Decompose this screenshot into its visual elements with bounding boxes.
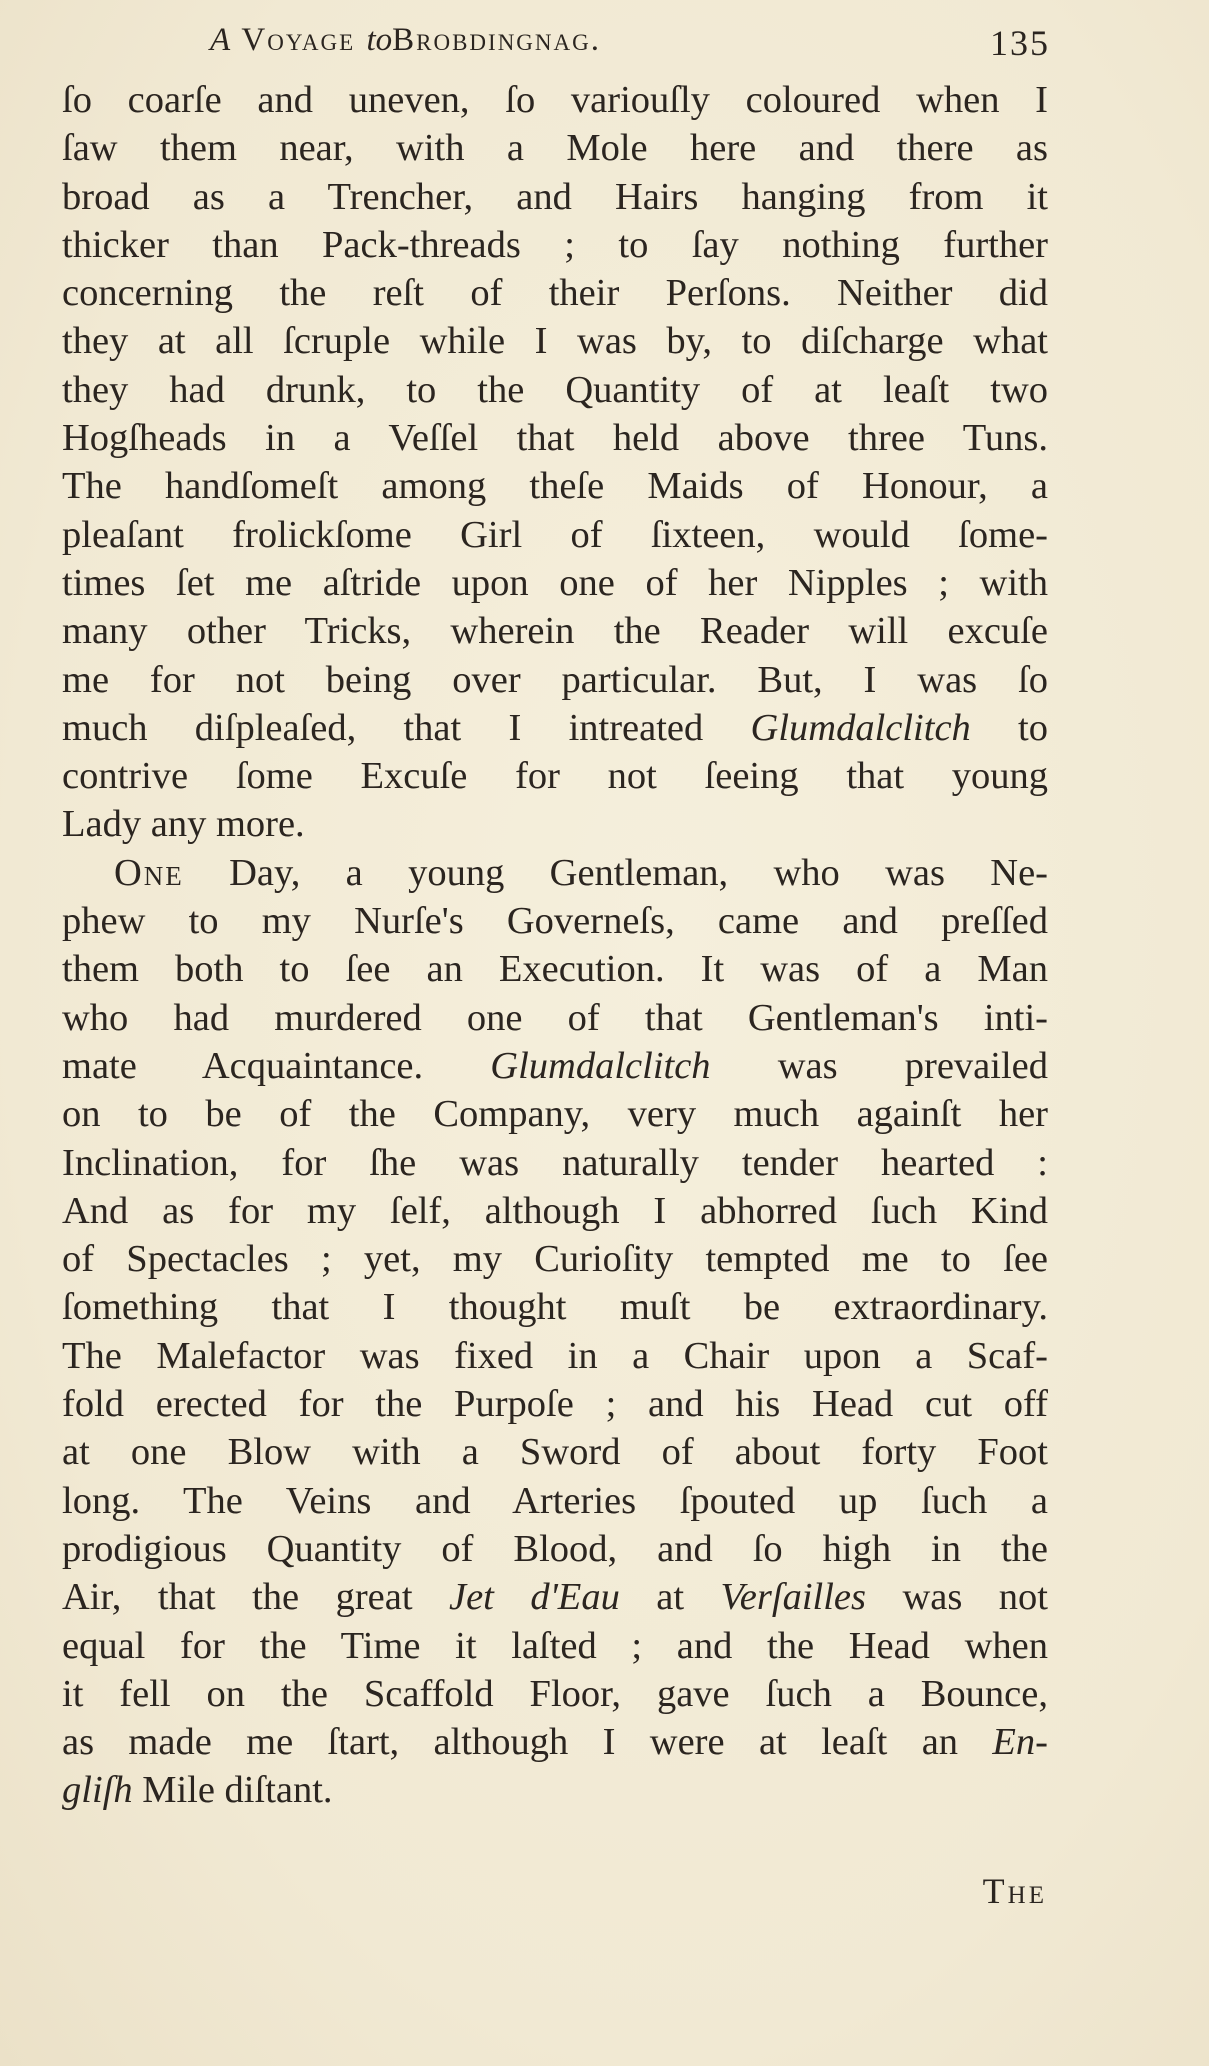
running-title-voyage: Voyage xyxy=(241,22,356,58)
text-line: Lady any more. xyxy=(62,803,305,846)
text-line: prodigious Quantity of Blood, and ſo high in the xyxy=(62,1527,1048,1570)
text-line: thicker than Pack-threads ; to ſay nothing further xyxy=(62,223,1048,266)
text-line: it fell on the Scaffold Floor, gave ſuch a Bounce, xyxy=(62,1672,1048,1715)
text-line: And as for my ſelf, although I abhorred ſuch Kind xyxy=(62,1189,1048,1232)
text-line: broad as a Trencher, and Hairs hanging from it xyxy=(62,175,1048,218)
running-title-a: A xyxy=(210,22,231,58)
running-title-to: to xyxy=(366,22,393,58)
text-line: mate Acquaintance. Glumdalclitch was prevailed xyxy=(62,1044,1048,1087)
text-line: The Malefactor was fixed in a Chair upon a Scaf- xyxy=(62,1334,1048,1377)
text-line: on to be of the Company, very much againſt her xyxy=(62,1093,1048,1136)
place-versailles: Verſailles xyxy=(720,1576,866,1619)
paragraph-opening: One xyxy=(114,851,184,894)
catchword: The xyxy=(982,1871,1047,1911)
text-line: me for not being over particular. But, I was ſo xyxy=(62,658,1048,701)
text-line: of Spectacles ; yet, my Curioſity tempted me to ſee xyxy=(62,1238,1048,1281)
running-title xyxy=(210,22,601,59)
text-line: they at all ſcruple while I was by, to diſcharge what xyxy=(62,320,1048,363)
text-line: ſaw them near, with a Mole here and there as xyxy=(62,127,1048,170)
text-line: pleaſant frolickſome Girl of ſixteen, would ſome- xyxy=(62,513,1048,556)
running-head xyxy=(210,22,1050,72)
phrase-jet-d-eau: Jet d'Eau xyxy=(448,1576,620,1619)
body-text xyxy=(62,76,1048,1815)
text-line: many other Tricks, wherein the Reader will excuſe xyxy=(62,610,1048,653)
text-line: One Day, a young Gentleman, who was Ne- xyxy=(114,851,1048,894)
text-line: Air, that the great Jet d'Eau at Verſailles was not xyxy=(62,1576,1048,1619)
text-line: equal for the Time it laſted ; and the Head when xyxy=(62,1624,1048,1667)
text-line: Inclination, for ſhe was naturally tender hearted : xyxy=(62,1141,1048,1184)
text-line: ſomething that I thought muſt be extraordinary. xyxy=(62,1286,1048,1329)
running-title-brobdingnag: Brobdingnag. xyxy=(392,22,601,58)
text-line: phew to my Nurſe's Governeſs, came and preſſed xyxy=(62,900,1048,943)
page-number: 135 xyxy=(990,23,1050,63)
text-line: fold erected for the Purpoſe ; and his Head cut off xyxy=(62,1383,1048,1426)
name-glumdalclitch: Glumdalclitch xyxy=(750,706,971,749)
text-line: contrive ſome Excuſe for not ſeeing that young xyxy=(62,755,1048,798)
word-english-cont: gliſh xyxy=(62,1769,133,1812)
text-line: Hogſheads in a Veſſel that held above three Tuns. xyxy=(62,417,1048,460)
text-line: gliſh Mile diſtant. xyxy=(62,1769,333,1812)
text-line: who had murdered one of that Gentleman's inti- xyxy=(62,996,1048,1039)
text-line: ſo coarſe and uneven, ſo variouſly coloured when I xyxy=(62,79,1048,121)
text-line: concerning the reſt of their Perſons. Neither did xyxy=(62,272,1048,315)
text-line: long. The Veins and Arteries ſpouted up ſuch a xyxy=(62,1479,1048,1522)
text-line: much diſpleaſed, that I intreated Glumdalclitch to xyxy=(62,706,1048,749)
name-glumdalclitch: Glumdalclitch xyxy=(490,1044,711,1087)
text-line: The handſomeſt among theſe Maids of Honour, a xyxy=(62,465,1048,508)
word-english: En- xyxy=(992,1721,1048,1764)
text-line: they had drunk, to the Quantity of at leaſt two xyxy=(62,368,1048,411)
text-line: times ſet me aſtride upon one of her Nipples ; with xyxy=(62,561,1048,604)
text-line: at one Blow with a Sword of about forty Foot xyxy=(62,1431,1048,1474)
text-line: them both to ſee an Execution. It was of a Man xyxy=(62,948,1048,991)
text-line: as made me ſtart, although I were at leaſt an En- xyxy=(62,1721,1048,1764)
